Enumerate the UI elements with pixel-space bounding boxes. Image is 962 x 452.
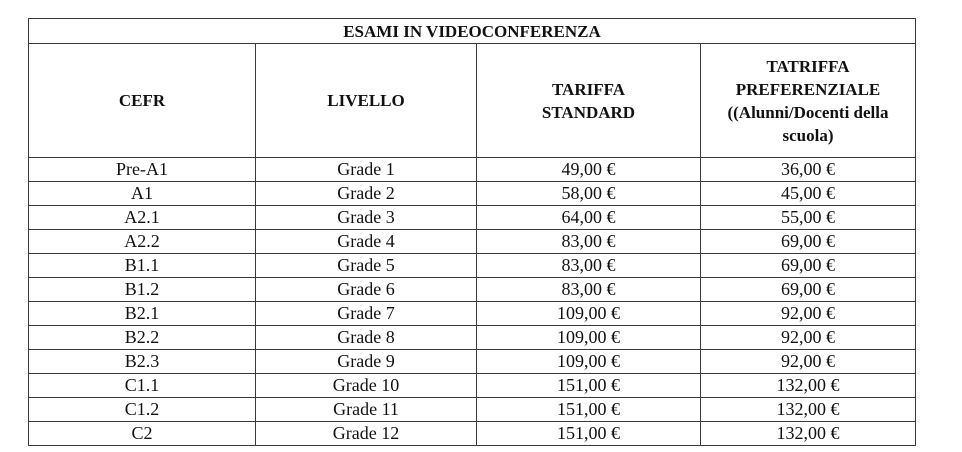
cell-cefr: B2.2 <box>29 326 256 350</box>
header-tariffa-pref-line4: scuola) <box>782 125 834 145</box>
table-row <box>29 254 916 278</box>
cell-livello: Grade 3 <box>256 206 477 230</box>
table-row <box>29 398 916 422</box>
header-tariffa-pref-line3: ((Alunni/Docenti della <box>727 102 889 122</box>
cell-preferenziale: 92,00 € <box>701 350 916 374</box>
cell-standard: 83,00 € <box>477 254 701 278</box>
header-tariffa-pref-line2: PREFERENZIALE <box>735 79 881 99</box>
table-row <box>29 278 916 302</box>
cell-livello: Grade 9 <box>256 350 477 374</box>
header-row <box>29 44 916 158</box>
cell-livello: Grade 11 <box>256 398 477 422</box>
cell-cefr: Pre-A1 <box>29 158 256 182</box>
cell-preferenziale: 92,00 € <box>701 326 916 350</box>
header-tariffa-standard-line1: TARIFFA <box>551 79 626 99</box>
cell-livello: Grade 1 <box>256 158 477 182</box>
table-row <box>29 182 916 206</box>
fees-table <box>28 18 916 446</box>
header-tariffa-pref-line1: TATRIFFA <box>766 56 850 76</box>
cell-livello: Grade 12 <box>256 422 477 446</box>
cell-standard: 58,00 € <box>477 182 701 206</box>
cell-cefr: A2.1 <box>29 206 256 230</box>
cell-cefr: B2.3 <box>29 350 256 374</box>
table-row <box>29 350 916 374</box>
cell-livello: Grade 2 <box>256 182 477 206</box>
header-cefr: CEFR <box>29 44 256 158</box>
header-livello: LIVELLO <box>256 44 477 158</box>
cell-livello: Grade 5 <box>256 254 477 278</box>
cell-standard: 83,00 € <box>477 278 701 302</box>
cell-livello: Grade 6 <box>256 278 477 302</box>
title-row <box>29 19 916 44</box>
cell-standard: 151,00 € <box>477 398 701 422</box>
cell-preferenziale: 69,00 € <box>701 278 916 302</box>
cell-livello: Grade 10 <box>256 374 477 398</box>
cell-preferenziale: 92,00 € <box>701 302 916 326</box>
header-tariffa-standard-line2: STANDARD <box>541 102 636 122</box>
cell-standard: 83,00 € <box>477 230 701 254</box>
cell-cefr: C2 <box>29 422 256 446</box>
cell-standard: 64,00 € <box>477 206 701 230</box>
table-row <box>29 302 916 326</box>
cell-livello: Grade 4 <box>256 230 477 254</box>
header-tariffa-standard <box>477 44 701 158</box>
cell-standard: 109,00 € <box>477 350 701 374</box>
table-row <box>29 206 916 230</box>
cell-preferenziale: 69,00 € <box>701 230 916 254</box>
cell-preferenziale: 55,00 € <box>701 206 916 230</box>
cell-cefr: C1.1 <box>29 374 256 398</box>
table-row <box>29 230 916 254</box>
cell-preferenziale: 36,00 € <box>701 158 916 182</box>
table-row <box>29 326 916 350</box>
cell-standard: 109,00 € <box>477 302 701 326</box>
table-row <box>29 158 916 182</box>
cell-cefr: A1 <box>29 182 256 206</box>
cell-standard: 151,00 € <box>477 374 701 398</box>
cell-standard: 151,00 € <box>477 422 701 446</box>
cell-preferenziale: 69,00 € <box>701 254 916 278</box>
cell-livello: Grade 7 <box>256 302 477 326</box>
cell-preferenziale: 132,00 € <box>701 374 916 398</box>
cell-cefr: B1.1 <box>29 254 256 278</box>
cell-standard: 109,00 € <box>477 326 701 350</box>
cell-preferenziale: 45,00 € <box>701 182 916 206</box>
header-tariffa-preferenziale <box>701 44 916 158</box>
cell-cefr: A2.2 <box>29 230 256 254</box>
table-row <box>29 374 916 398</box>
cell-cefr: B2.1 <box>29 302 256 326</box>
cell-cefr: C1.2 <box>29 398 256 422</box>
table-row <box>29 422 916 446</box>
cell-preferenziale: 132,00 € <box>701 422 916 446</box>
cell-livello: Grade 8 <box>256 326 477 350</box>
cell-cefr: B1.2 <box>29 278 256 302</box>
cell-preferenziale: 132,00 € <box>701 398 916 422</box>
table-title: ESAMI IN VIDEOCONFERENZA <box>29 19 916 44</box>
cell-standard: 49,00 € <box>477 158 701 182</box>
